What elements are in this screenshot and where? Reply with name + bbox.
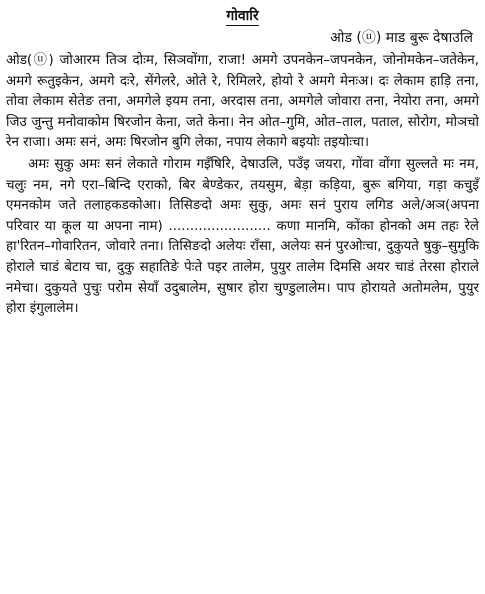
paragraph-1: ओड(ⓤ) जोआरम तिञ दोःम, सिञवोंगा, राजा! अमगे उपनकेन–जपनकेन, जोनोमकेन–जतेकेन, अमगे रूतुइकेन, अमगे दःरे, सेंगेलरे, ओते रे, रिमिलरे, होयो रे अमगे मेनःअ। दः लेकाम हाड़ि तना, तोवा लेकाम सेतेङ तना, अमगेले इयम तना, अरदास तना, अमगेले जोवारा तना, नेयोरा तना, अमगे जिउ जुन्तु मनोवाकोम षिरजोन केना, जते केना। नेन ओत–गुमि, ओत–ताल, पताल, सोरोग, मोञचो रेन राजा। अमः सनं, अमः षिरजोन बुगि लेका, नपाय लेकागे बइयोः तइयोःचा। <box>6 53 479 151</box>
document-subtitle: ओड (ⓤ) माड बुरू देषाउलि <box>330 30 473 46</box>
document-title <box>6 8 479 25</box>
paragraph-2: अमः सुकु अमः सनं लेकाते गोराम गइँषिरि, देषाउलि, पउँइ जयरा, गोंवा वोंगा सुल्लते मः नम, चलुः नम, नगे एरा–बिन्दि एराको, बिर बेण्डेकर, तयसुम, बेड़ा कड़िया, बुरू बगिया, गड़ा कचुइँ एमनकोम जते तलाहकडकोआ। तिसिङदो अमः सुकु, अमः सनं पुराय लगिड अले/अञ(अपना परिवार या कूल या अपना नाम) ........................ कणा मानमि, कोंका होनको अम तहः रेले हा'रितन–गोवारितन, जोवारे तना। तिसिङदो अलेयः राँसा, अलेयः सनं पुरओःचा, दुकुयते षुकु–सुमुकि होराले चाडं बेटाय चा, दुकु सहातिङे पेःते पइर तालेम, पुयुर तालेम दिमसि अयर चाडं तेरसा होराले नमेचा। दुकुयते पुचुः परोम सेयाँ उदुबालेम, सुषार होरा चुण्डुलालेम। पाप होरायते अतोमलेम, पुयुर होरा इंगुलालेम। <box>6 156 479 317</box>
title-text: गोवारि <box>226 8 259 24</box>
